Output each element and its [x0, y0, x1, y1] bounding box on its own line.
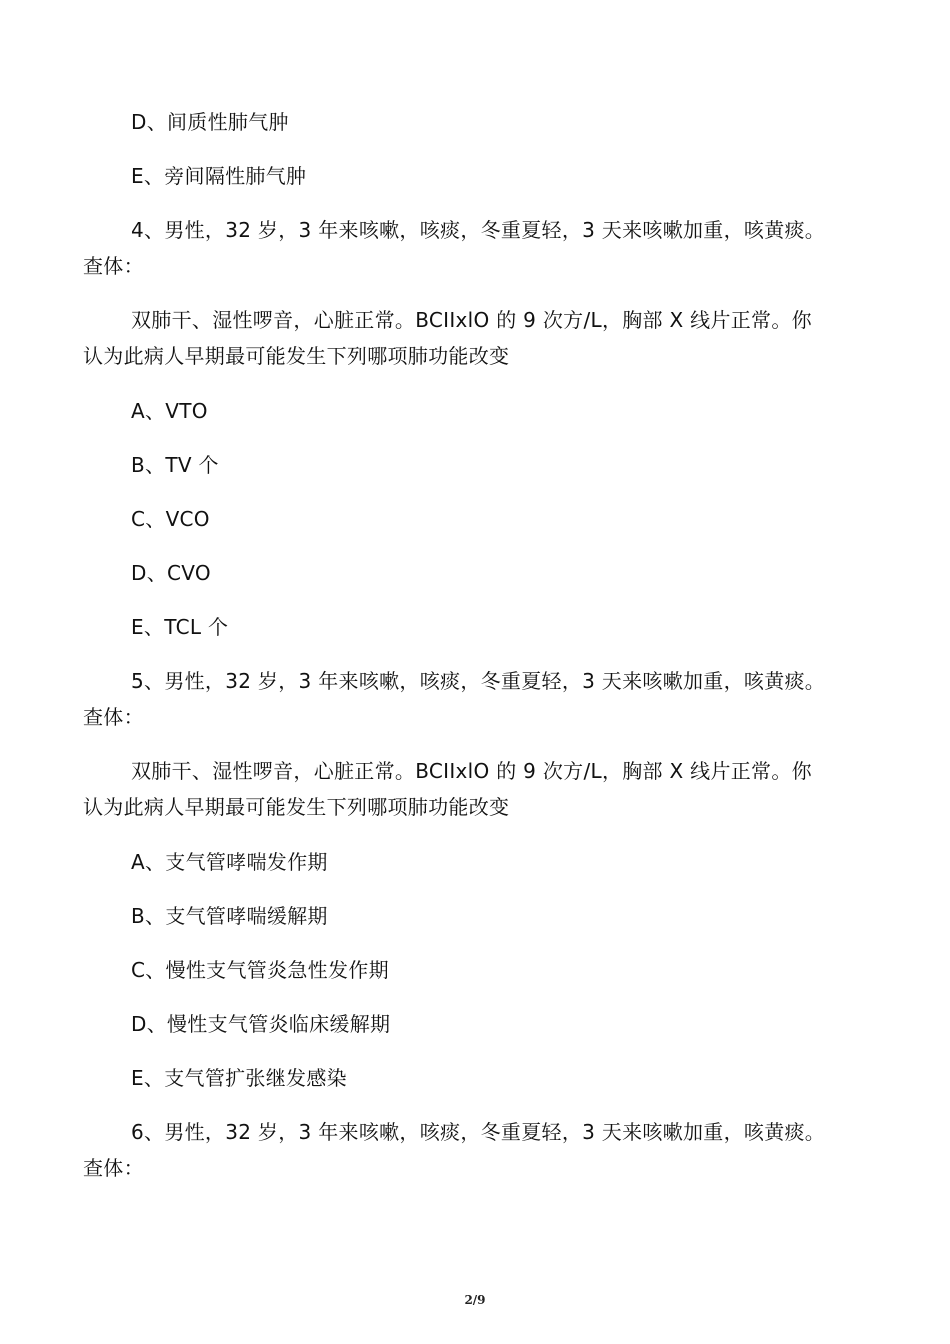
question-line: 查体：: [83, 705, 144, 729]
option-line: E、支气管扩张继发感染: [131, 1066, 347, 1090]
question-line: 双肺干、湿性啰音，心脏正常。BCIIxlO 的 9 次方/L，胸部 X 线片正常。你: [131, 759, 812, 783]
question-line: 6、男性，32 岁，3 年来咳嗽，咳痰，冬重夏轻，3 天来咳嗽加重，咳黄痰。: [131, 1120, 826, 1144]
option-line: D、CVO: [131, 561, 211, 585]
question-line: 查体：: [83, 1156, 144, 1180]
question-line: 5、男性，32 岁，3 年来咳嗽，咳痰，冬重夏轻，3 天来咳嗽加重，咳黄痰。: [131, 669, 826, 693]
option-line: A、支气管哮喘发作期: [131, 850, 328, 874]
option-line: E、旁间隔性肺气肿: [131, 164, 307, 188]
option-line: A、VTO: [131, 399, 208, 423]
question-line: 双肺干、湿性啰音，心脏正常。BCIIxlO 的 9 次方/L，胸部 X 线片正常。你: [131, 308, 812, 332]
question-line: 认为此病人早期最可能发生下列哪项肺功能改变: [83, 795, 510, 819]
option-line: B、支气管哮喘缓解期: [131, 904, 328, 928]
question-line: 认为此病人早期最可能发生下列哪项肺功能改变: [83, 344, 510, 368]
option-line: D、慢性支气管炎临床缓解期: [131, 1012, 391, 1036]
option-line: C、VCO: [131, 507, 210, 531]
question-line: 4、男性，32 岁，3 年来咳嗽，咳痰，冬重夏轻，3 天来咳嗽加重，咳黄痰。: [131, 218, 826, 242]
question-line: 查体：: [83, 254, 144, 278]
option-line: C、慢性支气管炎急性发作期: [131, 958, 389, 982]
option-line: B、TV 个: [131, 453, 219, 477]
option-line: E、TCL 个: [131, 615, 229, 639]
option-line: D、间质性肺气肿: [131, 110, 289, 134]
page-number: 2/9: [464, 1293, 486, 1307]
